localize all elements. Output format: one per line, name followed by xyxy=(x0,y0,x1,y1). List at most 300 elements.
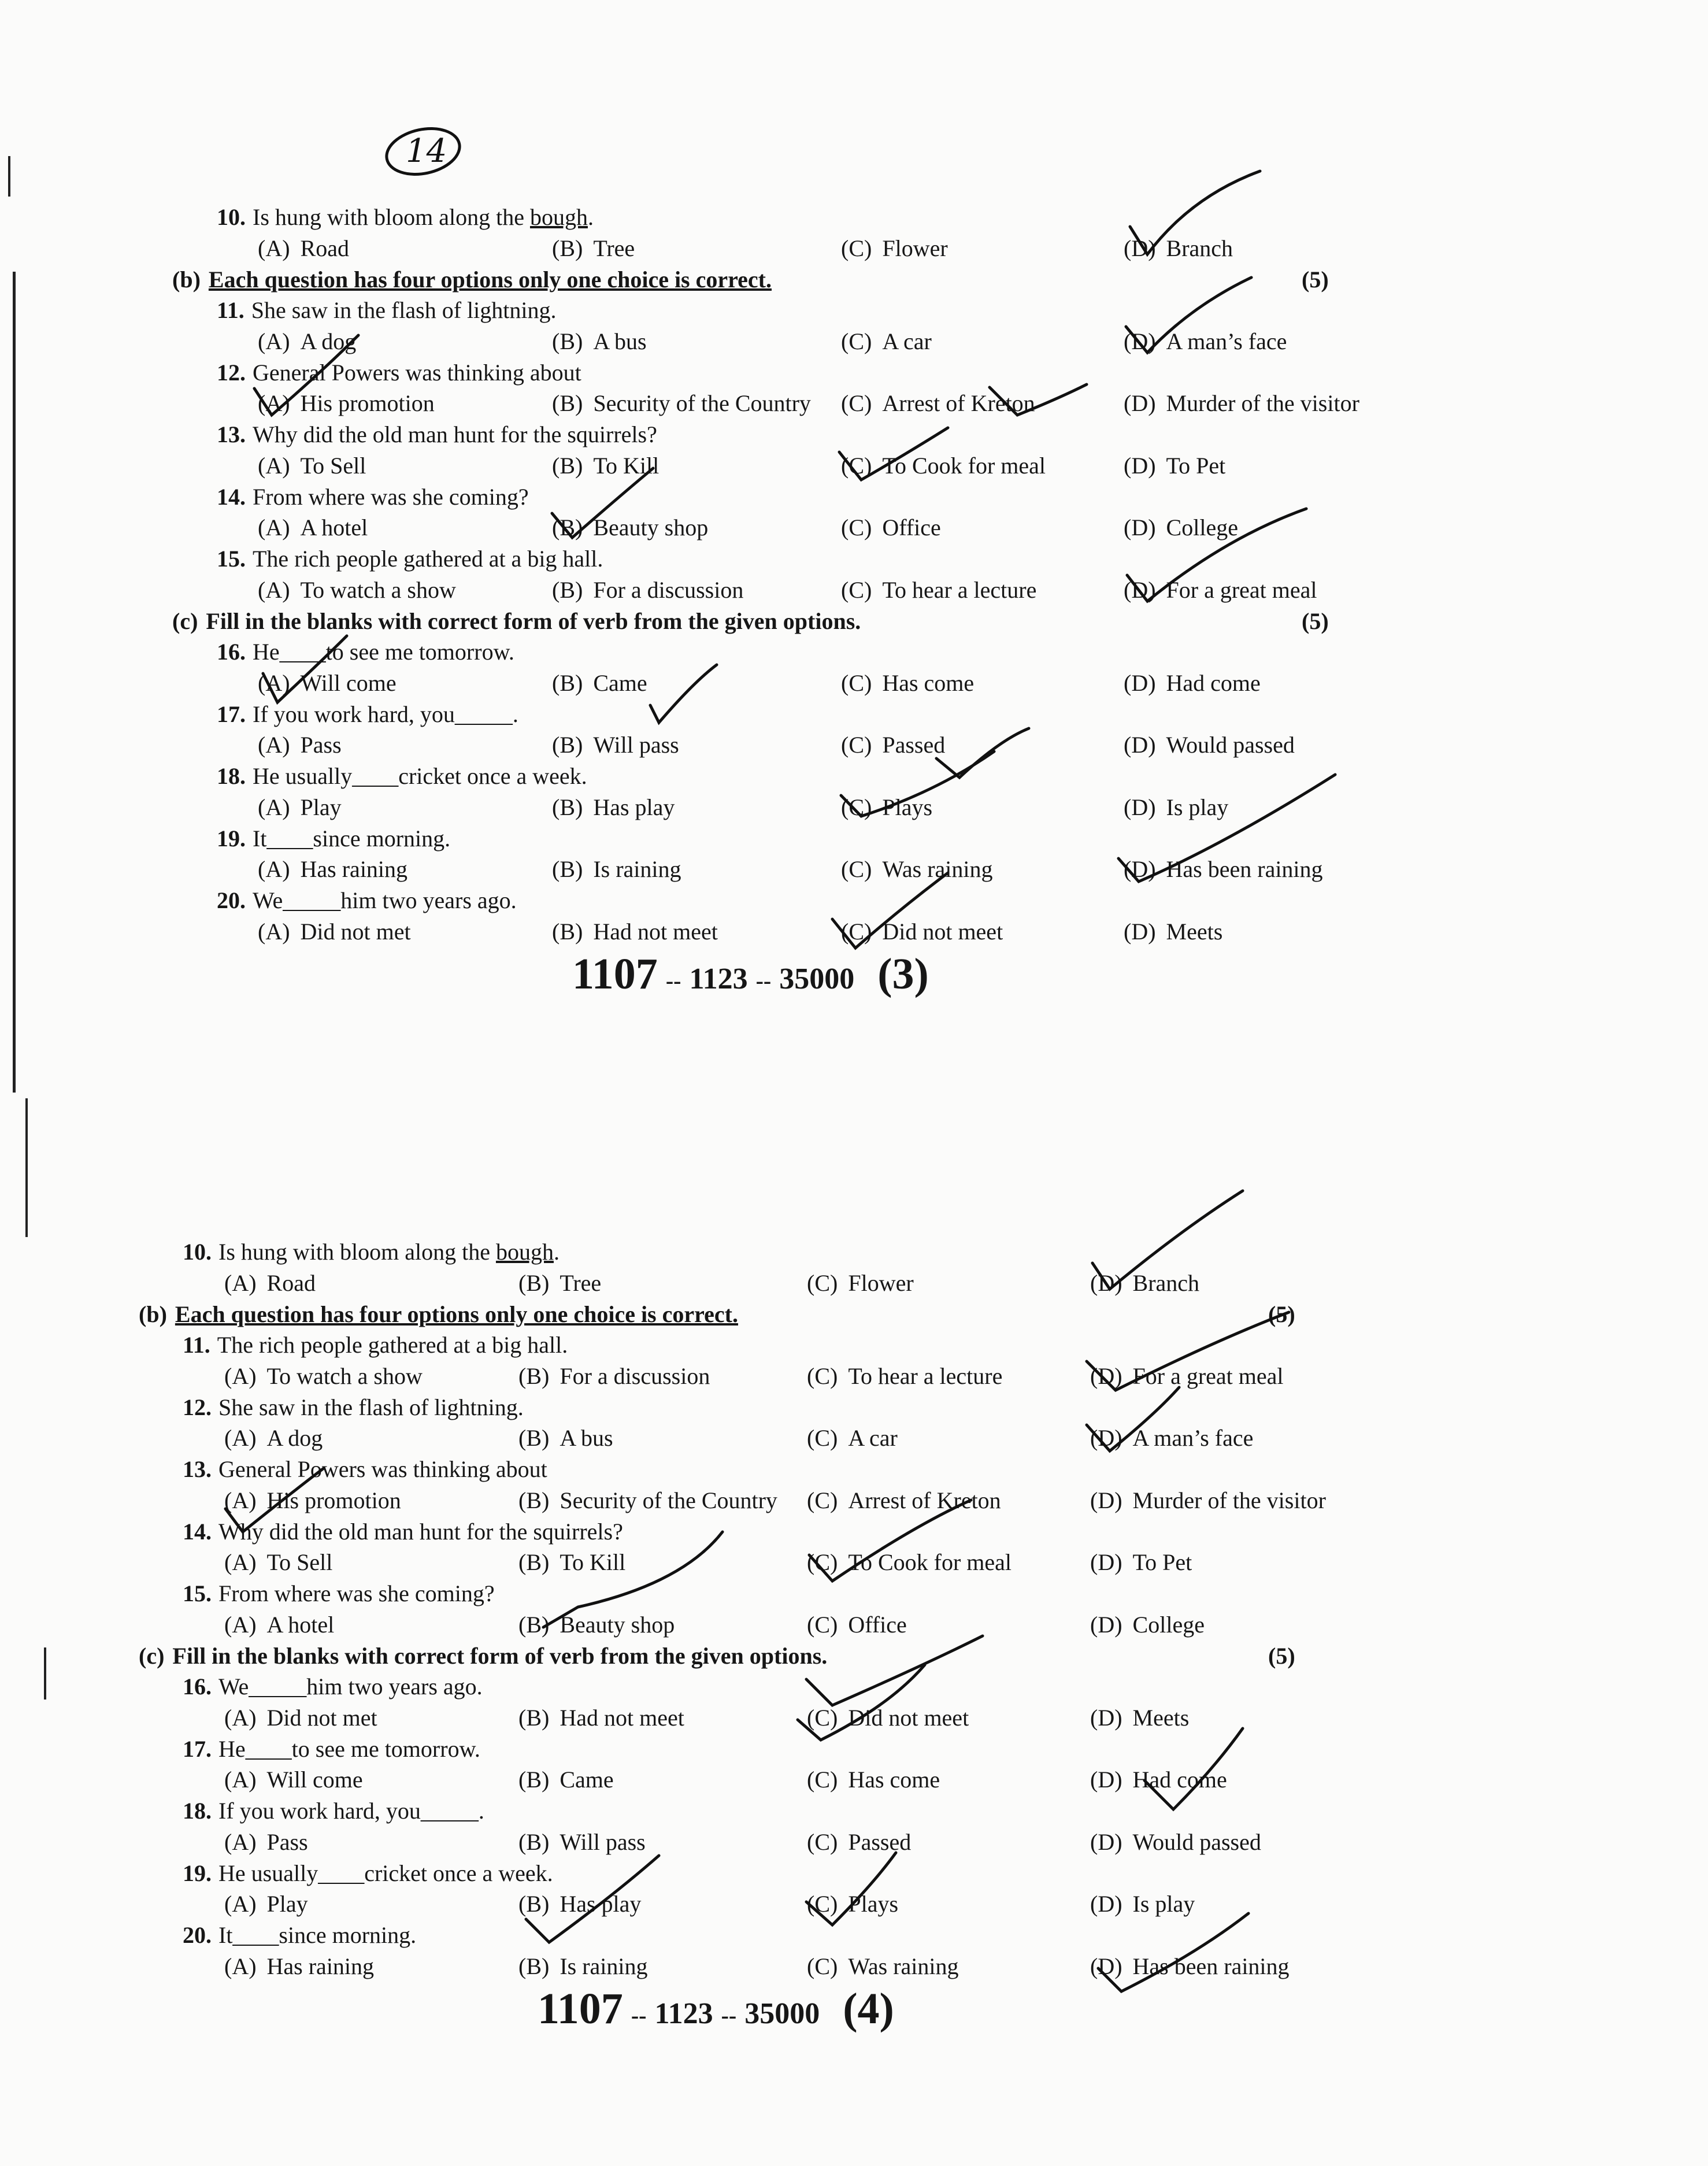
option-letter: (C) xyxy=(807,1269,838,1296)
option-letter: (D) xyxy=(1124,576,1156,603)
answer-option xyxy=(841,452,1046,479)
answer-option xyxy=(518,1269,601,1297)
option-text: For a great meal xyxy=(1166,576,1317,603)
option-text: Was raining xyxy=(882,856,993,882)
option-text: Office xyxy=(848,1611,907,1638)
question-stem xyxy=(183,1860,553,1887)
question-stem xyxy=(217,421,657,448)
option-letter: (C) xyxy=(807,1549,838,1575)
question-number: 17. xyxy=(217,701,246,727)
answer-option xyxy=(258,856,407,883)
answer-option xyxy=(224,1549,332,1576)
option-letter: (A) xyxy=(258,918,290,945)
option-letter: (D) xyxy=(1090,1704,1122,1731)
answer-option xyxy=(258,514,368,541)
answer-option xyxy=(1090,1549,1192,1576)
option-text: For a discussion xyxy=(560,1362,710,1389)
answer-option xyxy=(841,794,932,821)
question-stem xyxy=(183,1797,484,1824)
question-text: We_____him two years ago. xyxy=(253,887,517,913)
question-number: 19. xyxy=(183,1860,212,1886)
question-stem xyxy=(183,1331,568,1358)
answer-option xyxy=(552,918,718,945)
answer-option xyxy=(258,794,342,821)
option-letter: (A) xyxy=(224,1487,257,1513)
answer-option xyxy=(1090,1890,1195,1917)
option-letter: (C) xyxy=(841,235,872,261)
option-letter: (D) xyxy=(1124,732,1156,758)
section-heading-label: (b) xyxy=(139,1301,167,1327)
section-heading-label: (c) xyxy=(139,1642,165,1669)
option-letter: (A) xyxy=(224,1362,257,1389)
option-text: A dog xyxy=(300,328,357,354)
option-letter: (D) xyxy=(1090,1425,1122,1451)
option-text: College xyxy=(1166,514,1238,540)
option-letter: (B) xyxy=(518,1704,550,1731)
section-heading xyxy=(172,266,772,293)
option-text: For a discussion xyxy=(593,576,744,603)
question-stem xyxy=(217,359,581,386)
question-text: If you work hard, you_____. xyxy=(253,701,518,727)
option-text: Will come xyxy=(266,1767,363,1793)
footer-page: (3) xyxy=(877,950,929,998)
question-stem xyxy=(217,762,587,790)
option-letter: (C) xyxy=(807,1425,838,1451)
option-text: Did not meet xyxy=(848,1704,969,1731)
answer-option xyxy=(518,1549,625,1576)
section-heading xyxy=(172,608,861,635)
answer-option xyxy=(552,856,681,883)
question-text: The rich people gathered at a big hall. xyxy=(253,546,603,572)
section-heading xyxy=(139,1301,738,1328)
answer-option xyxy=(224,1487,401,1514)
option-text: Road xyxy=(266,1269,316,1296)
option-letter: (C) xyxy=(807,1891,838,1917)
option-text: To Cook for meal xyxy=(848,1549,1012,1575)
question-text: If you work hard, you_____. xyxy=(218,1798,484,1824)
option-letter: (A) xyxy=(224,1953,257,1979)
question-text: It____since morning. xyxy=(218,1922,417,1948)
answer-option xyxy=(1124,235,1233,262)
option-text: Arrest of Kreton xyxy=(882,390,1035,416)
answer-option xyxy=(841,918,1003,945)
question-text: Why did the old man hunt for the squirrels? xyxy=(253,421,657,447)
page-footer-code xyxy=(572,949,929,999)
option-text: Flower xyxy=(882,235,948,261)
scan-edge-mark xyxy=(44,1647,46,1700)
footer-code1: 1107 xyxy=(572,950,658,998)
question-stem xyxy=(183,1735,480,1763)
footer-code3: 35000 xyxy=(779,962,855,995)
option-text: To Kill xyxy=(593,452,660,479)
question-number: 10. xyxy=(183,1239,212,1265)
question-underlined-word: bough xyxy=(495,1239,554,1265)
option-text: Did not meet xyxy=(882,918,1003,945)
option-text: To Pet xyxy=(1166,452,1226,479)
footer-separator: -- xyxy=(721,2002,737,2028)
option-letter: (C) xyxy=(841,390,872,416)
option-letter: (D) xyxy=(1090,1362,1122,1389)
answer-option xyxy=(518,1828,646,1856)
option-letter: (A) xyxy=(224,1611,257,1638)
option-text: Meets xyxy=(1132,1704,1190,1731)
question-number: 12. xyxy=(217,359,246,386)
option-text: Has raining xyxy=(300,856,408,882)
answer-option xyxy=(518,1424,613,1452)
option-letter: (D) xyxy=(1090,1828,1122,1855)
answer-option xyxy=(807,1269,914,1297)
question-stem xyxy=(183,1580,495,1607)
option-text: College xyxy=(1132,1611,1205,1638)
answer-option xyxy=(841,390,1035,417)
option-text: Has been raining xyxy=(1166,856,1323,882)
option-text: To Sell xyxy=(300,452,366,479)
question-text: He____to see me tomorrow. xyxy=(218,1735,480,1762)
answer-option xyxy=(1090,1704,1189,1731)
option-letter: (A) xyxy=(258,576,290,603)
question-stem xyxy=(183,1673,483,1700)
check-mark-icon xyxy=(806,1636,983,1705)
answer-option xyxy=(807,1953,959,1980)
answer-option xyxy=(841,669,974,697)
option-text: A car xyxy=(882,328,932,354)
option-letter: (D) xyxy=(1124,390,1156,416)
answer-option xyxy=(258,328,356,355)
option-letter: (A) xyxy=(258,235,290,261)
option-text: Passed xyxy=(848,1828,912,1855)
option-letter: (A) xyxy=(224,1891,257,1917)
question-stem xyxy=(183,1921,416,1949)
section-marks: (5) xyxy=(1302,608,1329,634)
answer-option xyxy=(1090,1424,1253,1452)
footer-code2: 1123 xyxy=(689,962,748,995)
option-letter: (C) xyxy=(841,794,872,820)
page-number-text: 14 xyxy=(406,132,447,170)
answer-option xyxy=(552,328,647,355)
answer-option xyxy=(1090,1953,1290,1980)
question-number: 12. xyxy=(183,1394,212,1420)
question-number: 13. xyxy=(183,1456,212,1482)
option-text: Tree xyxy=(593,235,635,261)
option-letter: (D) xyxy=(1090,1767,1122,1793)
question-number: 19. xyxy=(217,825,246,851)
option-letter: (D) xyxy=(1124,328,1156,354)
section-heading-text: Fill in the blanks with correct form of verb from the given options. xyxy=(172,1642,828,1669)
option-text: Would passed xyxy=(1132,1828,1261,1855)
answer-option xyxy=(1124,328,1287,355)
option-letter: (C) xyxy=(841,452,872,479)
answer-option xyxy=(1124,390,1359,417)
option-text: Plays xyxy=(882,794,933,820)
option-text: To hear a lecture xyxy=(882,576,1037,603)
answer-option xyxy=(258,452,366,479)
option-letter: (C) xyxy=(807,1828,838,1855)
answer-option xyxy=(224,1362,423,1390)
option-text: Has come xyxy=(882,669,975,696)
question-stem xyxy=(217,887,517,914)
footer-separator: -- xyxy=(665,968,681,994)
option-letter: (D) xyxy=(1124,235,1156,261)
question-text: Is hung with bloom along the xyxy=(218,1239,496,1265)
option-text: Has been raining xyxy=(1132,1953,1290,1979)
page-footer-code xyxy=(538,1984,894,2034)
footer-separator: -- xyxy=(631,2002,647,2028)
option-text: Branch xyxy=(1132,1269,1200,1296)
option-letter: (A) xyxy=(258,452,290,479)
option-text: Beauty shop xyxy=(560,1611,675,1638)
option-letter: (C) xyxy=(841,669,872,696)
option-text: Play xyxy=(266,1891,308,1917)
option-text: A dog xyxy=(266,1425,323,1451)
option-letter: (A) xyxy=(224,1549,257,1575)
scan-edge-mark xyxy=(13,272,16,1093)
question-number: 15. xyxy=(217,546,246,572)
answer-option xyxy=(1090,1362,1284,1390)
answer-option xyxy=(224,1953,374,1980)
question-stem xyxy=(217,701,518,728)
answer-option xyxy=(258,576,456,603)
section-marks: (5) xyxy=(1268,1642,1295,1669)
option-text: Pass xyxy=(300,732,342,758)
option-text: For a great meal xyxy=(1132,1362,1284,1389)
question-stem xyxy=(217,483,529,510)
option-letter: (D) xyxy=(1124,918,1156,945)
option-text: Is play xyxy=(1166,794,1229,820)
option-text: Play xyxy=(300,794,342,820)
option-letter: (D) xyxy=(1090,1611,1122,1638)
option-text: Has raining xyxy=(266,1953,375,1979)
option-letter: (B) xyxy=(552,732,583,758)
option-letter: (C) xyxy=(841,856,872,882)
option-letter: (B) xyxy=(518,1891,550,1917)
option-letter: (B) xyxy=(552,794,583,820)
option-letter: (D) xyxy=(1090,1487,1122,1513)
answer-option xyxy=(552,576,743,603)
question-number: 14. xyxy=(183,1518,212,1545)
option-letter: (A) xyxy=(258,856,290,882)
answer-option xyxy=(224,1704,377,1731)
option-letter: (B) xyxy=(552,328,583,354)
footer-separator: -- xyxy=(755,968,772,994)
option-text: Is raining xyxy=(593,856,681,882)
question-number: 15. xyxy=(183,1580,212,1606)
option-letter: (B) xyxy=(552,669,583,696)
option-text: To hear a lecture xyxy=(848,1362,1003,1389)
option-letter: (C) xyxy=(807,1767,838,1793)
option-text: A hotel xyxy=(266,1611,335,1638)
answer-option xyxy=(807,1424,898,1452)
option-letter: (B) xyxy=(552,452,583,479)
question-text: General Powers was thinking about xyxy=(218,1456,547,1482)
check-mark-icon xyxy=(650,665,717,723)
answer-option xyxy=(1090,1766,1227,1793)
option-text: A car xyxy=(848,1425,898,1451)
option-text: To Pet xyxy=(1132,1549,1192,1575)
answer-option xyxy=(258,235,349,262)
question-text: He usually____cricket once a week. xyxy=(253,763,587,789)
option-letter: (D) xyxy=(1124,669,1156,696)
section-heading-text: Each question has four options only one choice is correct. xyxy=(175,1301,738,1327)
answer-option xyxy=(807,1362,1002,1390)
question-number: 18. xyxy=(217,763,246,789)
option-letter: (D) xyxy=(1124,794,1156,820)
section-heading-label: (b) xyxy=(172,266,201,292)
option-letter: (A) xyxy=(258,669,290,696)
option-text: Was raining xyxy=(848,1953,959,1979)
option-letter: (B) xyxy=(518,1362,550,1389)
answer-option xyxy=(224,1890,308,1917)
answer-option xyxy=(518,1611,675,1638)
option-letter: (B) xyxy=(518,1767,550,1793)
option-text: Had come xyxy=(1166,669,1261,696)
option-text: Passed xyxy=(882,732,946,758)
option-letter: (C) xyxy=(841,576,872,603)
question-stem xyxy=(217,297,557,324)
answer-option xyxy=(518,1487,777,1514)
option-text: To Sell xyxy=(266,1549,333,1575)
question-text: It____since morning. xyxy=(253,825,451,851)
question-text-end: . xyxy=(587,204,594,230)
option-text: Is raining xyxy=(560,1953,648,1979)
question-stem xyxy=(217,638,514,665)
question-stem xyxy=(217,825,450,852)
option-text: Murder of the visitor xyxy=(1166,390,1359,416)
option-letter: (C) xyxy=(807,1487,838,1513)
question-number: 11. xyxy=(183,1332,210,1358)
question-text: She saw in the flash of lightning. xyxy=(218,1394,524,1420)
option-letter: (D) xyxy=(1090,1269,1122,1296)
option-letter: (C) xyxy=(841,514,872,540)
option-letter: (A) xyxy=(258,390,290,416)
option-text: Came xyxy=(593,669,647,696)
answer-option xyxy=(518,1704,684,1731)
option-letter: (A) xyxy=(258,794,290,820)
answer-option xyxy=(552,390,811,417)
option-text: Is play xyxy=(1132,1891,1195,1917)
option-letter: (A) xyxy=(224,1828,257,1855)
option-text: Flower xyxy=(848,1269,914,1296)
option-text: His promotion xyxy=(300,390,435,416)
question-stem xyxy=(183,1518,623,1545)
answer-option xyxy=(258,390,435,417)
option-text: Came xyxy=(560,1767,614,1793)
section-heading xyxy=(139,1642,827,1669)
section-marks: (5) xyxy=(1268,1301,1295,1327)
option-text: Branch xyxy=(1166,235,1233,261)
option-letter: (D) xyxy=(1090,1953,1122,1979)
answer-option xyxy=(841,514,941,541)
option-letter: (C) xyxy=(841,732,872,758)
option-text: Security of the Country xyxy=(593,390,811,416)
answer-option xyxy=(1124,731,1295,758)
option-letter: (A) xyxy=(224,1767,257,1793)
option-letter: (B) xyxy=(552,856,583,882)
answer-option xyxy=(224,1611,334,1638)
question-underlined-word: bough xyxy=(529,204,588,230)
section-heading-text: Each question has four options only one choice is correct. xyxy=(208,266,772,292)
option-text: Tree xyxy=(560,1269,602,1296)
option-text: Had come xyxy=(1132,1767,1227,1793)
option-text: A bus xyxy=(593,328,647,354)
question-stem xyxy=(217,203,594,231)
option-text: Did not met xyxy=(300,918,411,945)
option-letter: (C) xyxy=(807,1953,838,1979)
question-text: He____to see me tomorrow. xyxy=(253,639,514,665)
option-text: Has play xyxy=(560,1891,642,1917)
option-letter: (C) xyxy=(841,328,872,354)
answer-option xyxy=(258,731,342,758)
option-letter: (D) xyxy=(1124,452,1156,479)
section-heading-text: Fill in the blanks with correct form of verb from the given options. xyxy=(206,608,861,634)
option-letter: (C) xyxy=(807,1362,838,1389)
option-text: To Cook for meal xyxy=(882,452,1046,479)
option-text: A man’s face xyxy=(1166,328,1287,354)
question-text: From where was she coming? xyxy=(253,483,529,510)
option-letter: (A) xyxy=(258,328,290,354)
question-number: 16. xyxy=(217,639,246,665)
question-stem xyxy=(183,1456,547,1483)
question-number: 18. xyxy=(183,1798,212,1824)
answer-option xyxy=(841,328,932,355)
question-stem xyxy=(183,1394,524,1421)
answer-option xyxy=(807,1828,911,1856)
answer-option xyxy=(1090,1269,1199,1297)
section-heading-label: (c) xyxy=(172,608,198,634)
answer-option xyxy=(1124,794,1228,821)
option-text: Murder of the visitor xyxy=(1132,1487,1326,1513)
question-text: From where was she coming? xyxy=(218,1580,495,1606)
question-text: General Powers was thinking about xyxy=(253,359,581,386)
option-letter: (B) xyxy=(518,1549,550,1575)
footer-code2: 1123 xyxy=(654,1997,713,2030)
option-letter: (B) xyxy=(552,514,583,540)
option-letter: (D) xyxy=(1090,1549,1122,1575)
option-text: To watch a show xyxy=(300,576,456,603)
option-text: Did not met xyxy=(266,1704,377,1731)
option-letter: (B) xyxy=(518,1487,550,1513)
option-text: Road xyxy=(300,235,349,261)
answer-option xyxy=(518,1953,648,1980)
answer-option xyxy=(258,669,397,697)
answer-option xyxy=(841,731,945,758)
option-text: Pass xyxy=(266,1828,308,1855)
answer-option xyxy=(1124,856,1323,883)
option-text: Would passed xyxy=(1166,732,1295,758)
check-mark-icon xyxy=(936,728,1029,777)
option-letter: (C) xyxy=(807,1704,838,1731)
footer-code1: 1107 xyxy=(538,1984,623,2033)
option-letter: (D) xyxy=(1124,514,1156,540)
option-letter: (B) xyxy=(552,390,583,416)
option-text: Has come xyxy=(848,1767,940,1793)
answer-option xyxy=(552,669,647,697)
option-text: To Kill xyxy=(560,1549,626,1575)
handwritten-page-number xyxy=(381,121,468,179)
question-text-end: . xyxy=(553,1239,560,1265)
option-letter: (B) xyxy=(518,1425,550,1451)
option-letter: (C) xyxy=(841,918,872,945)
section-marks: (5) xyxy=(1302,266,1329,292)
option-text: Will come xyxy=(300,669,397,696)
answer-option xyxy=(518,1766,614,1793)
question-number: 16. xyxy=(183,1673,212,1700)
option-letter: (B) xyxy=(518,1828,550,1855)
question-text: He usually____cricket once a week. xyxy=(218,1860,553,1886)
option-letter: (D) xyxy=(1124,856,1156,882)
answer-option xyxy=(1090,1487,1326,1514)
question-text: Is hung with bloom along the xyxy=(253,204,530,230)
option-text: Beauty shop xyxy=(593,514,709,540)
